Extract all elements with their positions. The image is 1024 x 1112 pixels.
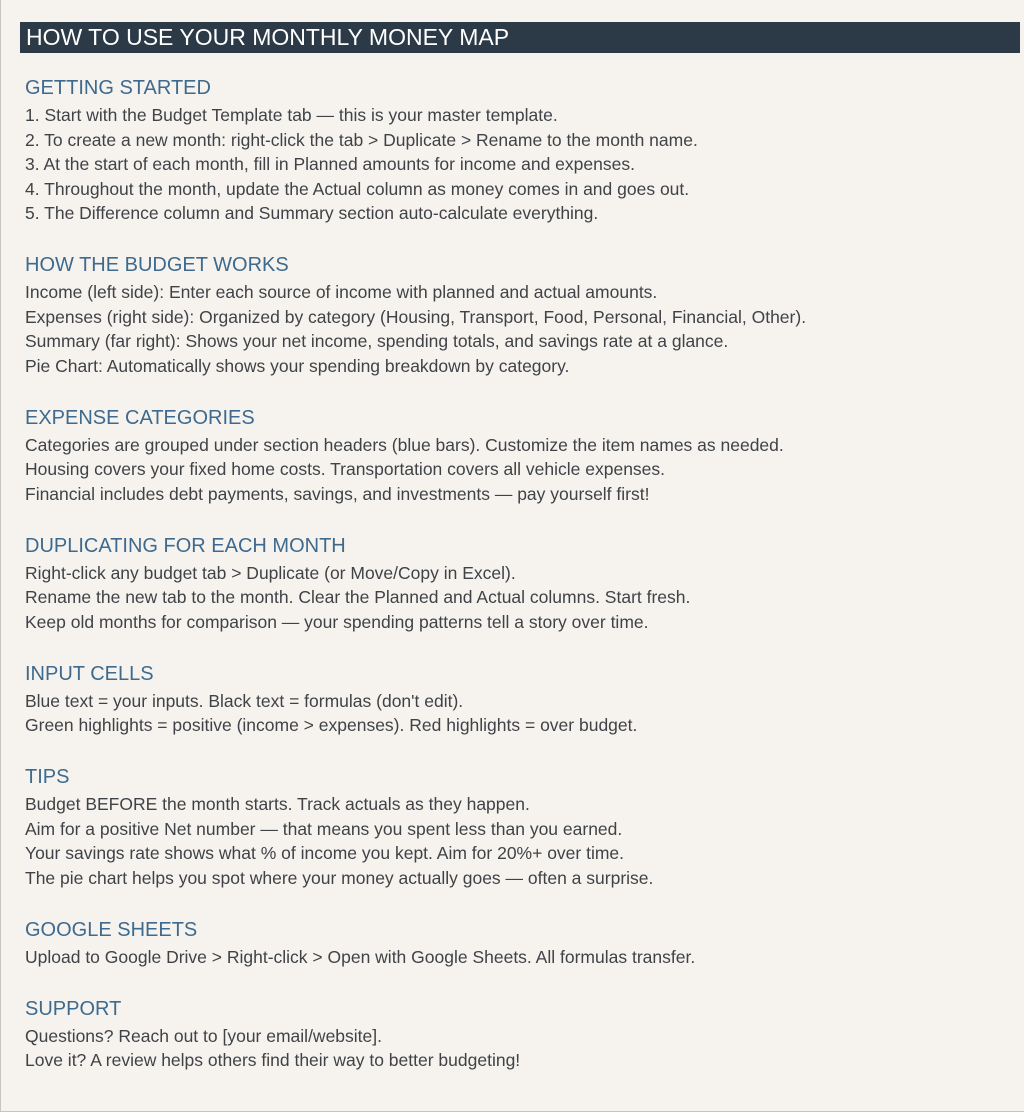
instruction-line: Love it? A review helps others find their way to better budgeting! bbox=[25, 1050, 521, 1070]
section-tips bbox=[25, 762, 1015, 890]
instruction-line: Upload to Google Drive > Right-click > Open with Google Sheets. All formulas transfer. bbox=[25, 946, 696, 967]
section-heading: DUPLICATING FOR EACH MONTH bbox=[25, 534, 346, 557]
instruction-line: 5. The Difference column and Summary section auto-calculate everything. bbox=[25, 203, 599, 223]
instruction-line: Summary (far right): Shows your net income, spending totals, and savings rate at a glance. bbox=[25, 331, 729, 351]
instruction-line: 2. To create a new month: right-click the tab > Duplicate > Rename to the month name. bbox=[25, 129, 698, 150]
section-google-sheets bbox=[25, 915, 1015, 970]
section-input-cells bbox=[25, 659, 1015, 738]
instruction-line: Aim for a positive Net number — that means you spent less than you earned. bbox=[25, 818, 623, 839]
instruction-line: Categories are grouped under section headers (blue bars). Customize the item names as needed. bbox=[25, 434, 784, 455]
section-getting-started bbox=[25, 73, 1015, 226]
instruction-line: Green highlights = positive (income > expenses). Red highlights = over budget. bbox=[25, 715, 638, 735]
section-how-the-budget-works bbox=[25, 250, 1015, 378]
instruction-line: The pie chart helps you spot where your money actually goes — often a surprise. bbox=[25, 867, 654, 888]
instruction-line: Your savings rate shows what % of income you kept. Aim for 20%+ over time. bbox=[25, 843, 625, 863]
instruction-line: Right-click any budget tab > Duplicate (or Move/Copy in Excel). bbox=[25, 562, 516, 583]
section-heading: EXPENSE CATEGORIES bbox=[25, 406, 255, 429]
instruction-line: Financial includes debt payments, savings, and investments — pay yourself first! bbox=[25, 483, 650, 504]
section-heading: INPUT CELLS bbox=[25, 662, 154, 685]
section-heading: GOOGLE SHEETS bbox=[25, 918, 198, 941]
instruction-line: Keep old months for comparison — your spending patterns tell a story over time. bbox=[25, 611, 649, 632]
section-duplicating-for-each-month bbox=[25, 531, 1015, 635]
section-heading: GETTING STARTED bbox=[25, 77, 211, 99]
instruction-line: Questions? Reach out to [your email/website]. bbox=[25, 1025, 382, 1046]
instruction-line: 4. Throughout the month, update the Actual column as money comes in and goes out. bbox=[25, 178, 690, 199]
instruction-line: Pie Chart: Automatically shows your spending breakdown by category. bbox=[25, 355, 570, 376]
page-title: HOW TO USE YOUR MONTHLY MONEY MAP bbox=[20, 22, 1020, 53]
instructions-body bbox=[25, 73, 1015, 1097]
instruction-line: Budget BEFORE the month starts. Track actuals as they happen. bbox=[25, 794, 530, 814]
section-support bbox=[25, 994, 1015, 1073]
instruction-line: Income (left side): Enter each source of income with planned and actual amounts. bbox=[25, 282, 658, 302]
instruction-line: Expenses (right side): Organized by category (Housing, Transport, Food, Personal, Financial, Other). bbox=[25, 306, 807, 327]
section-expense-categories bbox=[25, 403, 1015, 507]
sheet-left-border bbox=[0, 0, 1, 1112]
instruction-line: 3. At the start of each month, fill in Planned amounts for income and expenses. bbox=[25, 154, 635, 174]
instruction-line: Housing covers your fixed home costs. Transportation covers all vehicle expenses. bbox=[25, 459, 666, 479]
instruction-line: Blue text = your inputs. Black text = formulas (don't edit). bbox=[25, 690, 464, 711]
section-heading: TIPS bbox=[25, 766, 70, 788]
instruction-line: 1. Start with the Budget Template tab — this is your master template. bbox=[25, 105, 558, 125]
instruction-line: Rename the new tab to the month. Clear the Planned and Actual columns. Start fresh. bbox=[25, 587, 691, 607]
section-heading: SUPPORT bbox=[25, 997, 122, 1020]
section-heading: HOW THE BUDGET WORKS bbox=[25, 254, 289, 276]
